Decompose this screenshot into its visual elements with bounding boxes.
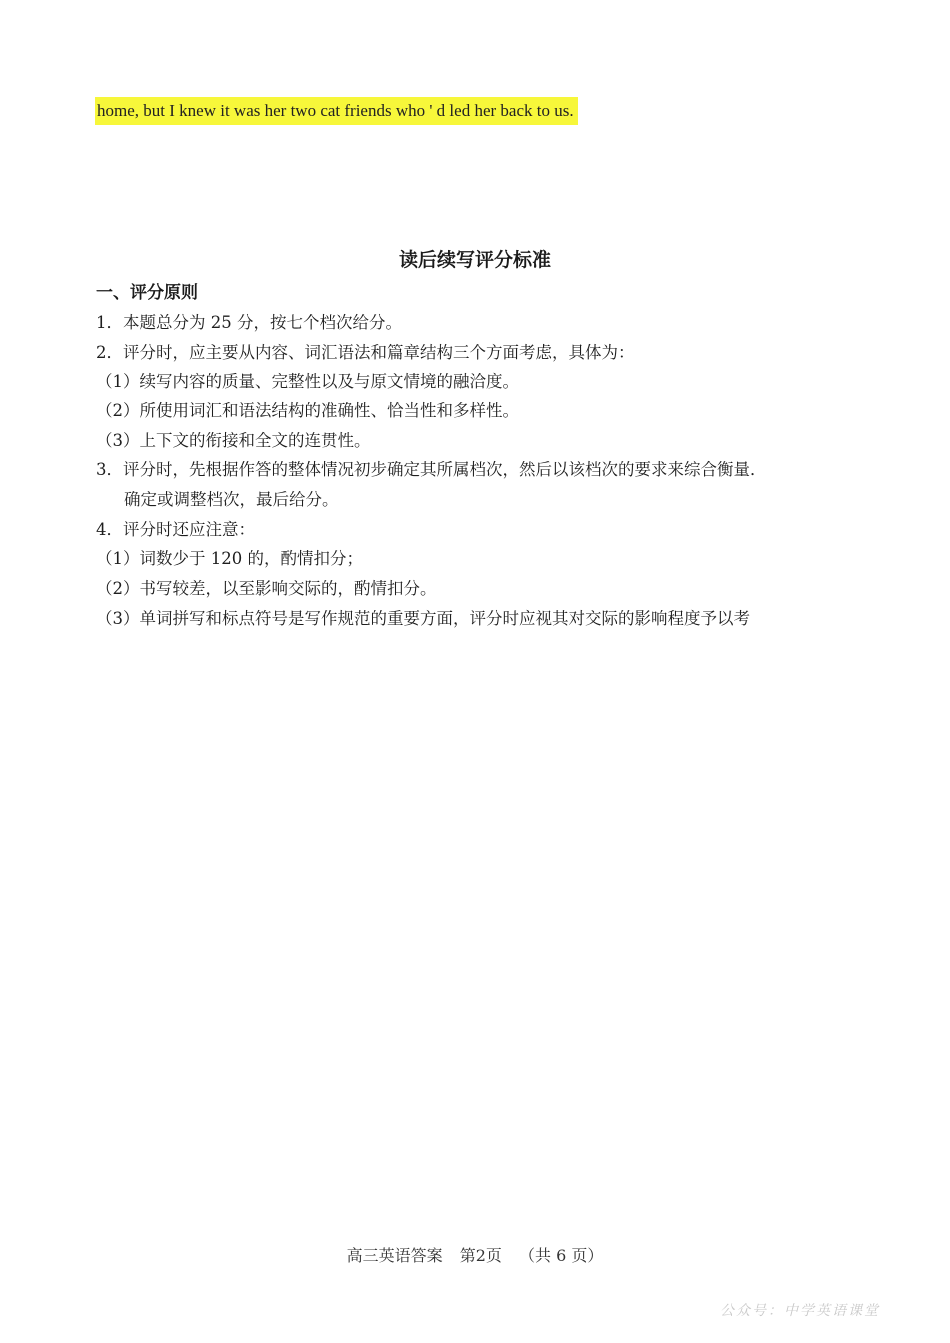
rule-line-4: 4．评分时还应注意： bbox=[96, 520, 255, 539]
rule-subline-2-2: （2）所使用词汇和语法结构的准确性、恰当性和多样性。 bbox=[96, 401, 519, 420]
rule-subline-4-1: （1）词数少于 120 的，酌情扣分； bbox=[96, 549, 363, 568]
rule-line-3: 3．评分时，先根据作答的整体情况初步确定其所属档次，然后以该档次的要求来综合衡量． bbox=[96, 460, 767, 479]
rule-line-3-continued: 确定或调整档次，最后给分。 bbox=[124, 490, 339, 509]
footer-page-number: 第2页 bbox=[459, 1246, 502, 1265]
rule-line-1: 1．本题总分为 25 分，按七个档次给分。 bbox=[96, 313, 402, 332]
rule-subline-2-1: （1）续写内容的质量、完整性以及与原文情境的融洽度。 bbox=[96, 372, 519, 391]
footer-total-pages: （共 6 页） bbox=[519, 1246, 604, 1265]
watermark: 公众号：中学英语课堂 bbox=[720, 1303, 880, 1319]
page-title: 读后续写评分标准 bbox=[398, 249, 551, 271]
highlighted-excerpt: home, but I knew it was her two cat friends who ' d led her back to us. bbox=[95, 97, 578, 125]
section-heading: 一、评分原则 bbox=[96, 283, 198, 303]
footer-doc-name: 高三英语答案 bbox=[346, 1246, 443, 1265]
rule-line-2: 2．评分时，应主要从内容、词汇语法和篇章结构三个方面考虑，具体为： bbox=[96, 343, 635, 362]
rule-subline-4-3: （3）单词拼写和标点符号是写作规范的重要方面，评分时应视其对交际的影响程度予以考 bbox=[96, 609, 750, 628]
rule-subline-4-2: （2）书写较差，以至影响交际的，酌情扣分。 bbox=[96, 579, 437, 598]
rule-subline-2-3: （3）上下文的衔接和全文的连贯性。 bbox=[96, 431, 371, 450]
page-footer bbox=[0, 1243, 950, 1266]
